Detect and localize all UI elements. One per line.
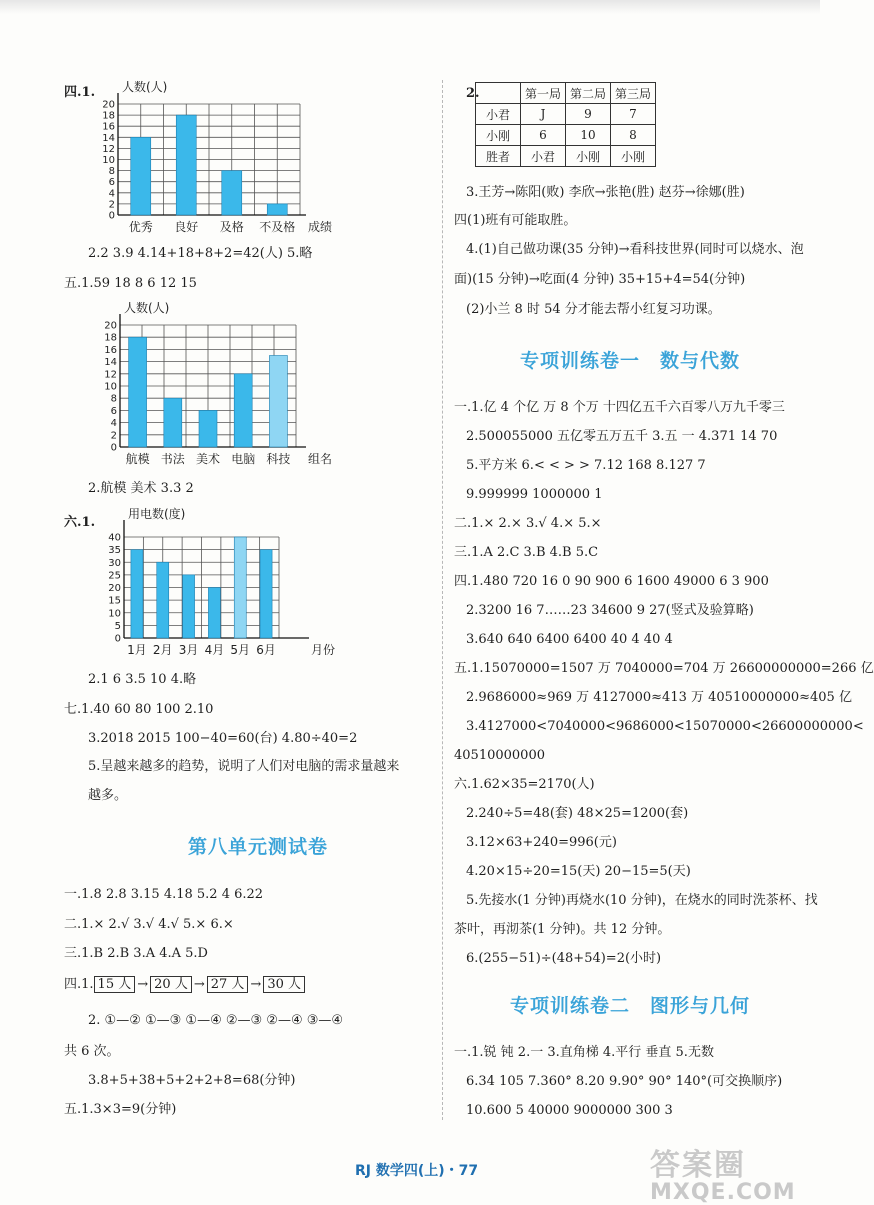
bar bbox=[176, 115, 196, 215]
bar bbox=[269, 356, 287, 448]
flow-box: 27 人 bbox=[207, 976, 249, 993]
flow-box: 15 人 bbox=[94, 976, 136, 993]
table-cell: 第一局 bbox=[521, 83, 566, 104]
table-cell: 8 bbox=[611, 125, 656, 146]
bar bbox=[183, 575, 195, 638]
y-tick-label: 35 bbox=[108, 545, 121, 557]
table-cell bbox=[476, 83, 521, 104]
y-tick-label: 8 bbox=[110, 393, 117, 405]
page-footer: RJ 数学四(上)・77 bbox=[355, 1163, 479, 1179]
s1-line4: 9.999999 1000000 1 bbox=[466, 487, 603, 502]
bar bbox=[199, 410, 217, 447]
s1-line6: 三.1.A 2.C 3.B 4.B 5.C bbox=[454, 545, 599, 560]
match-results-table bbox=[475, 82, 656, 167]
y-tick-label: 2 bbox=[108, 199, 115, 211]
y-tick-label: 14 bbox=[104, 357, 117, 369]
u8-q4-label: 四.1. bbox=[64, 977, 94, 992]
x-category-label: 科技 bbox=[266, 452, 291, 466]
s1-line3: 5.平方米 6.< < > > 7.12 168 8.127 7 bbox=[466, 458, 706, 473]
r-line3: 4.(1)自己做功课(35 分钟)→看科技世界(同时可以烧水、泡 bbox=[466, 242, 804, 257]
y-tick-label: 18 bbox=[104, 332, 117, 344]
chart-electricity bbox=[94, 507, 336, 660]
y-tick-label: 10 bbox=[102, 155, 115, 166]
arrow-right-icon: → bbox=[193, 977, 205, 992]
y-tick-label: 0 bbox=[114, 633, 121, 645]
table-cell: 9 bbox=[566, 104, 611, 125]
s1-line17: 4.20×15÷20=15(天) 20−15=5(天) bbox=[466, 864, 691, 879]
s1-line18: 5.先接水(1 分钟)再烧水(10 分钟)，在烧水的同时洗茶杯、找 bbox=[466, 893, 818, 908]
section-title-unit8: 第八单元测试卷 bbox=[188, 836, 329, 858]
y-tick-label: 16 bbox=[104, 344, 117, 356]
y-tick-label: 8 bbox=[108, 166, 115, 178]
y-tick-label: 25 bbox=[108, 570, 121, 582]
y-tick-label: 4 bbox=[110, 418, 117, 430]
q5-line1: 五.1.59 18 8 6 12 15 bbox=[64, 276, 197, 291]
q6-line2: 2.1 6 3.5 10 4.略 bbox=[88, 672, 197, 687]
y-tick-label: 10 bbox=[104, 381, 117, 393]
watermark bbox=[650, 1140, 796, 1205]
u8-line3: 三.1.B 2.B 3.A 4.A 5.D bbox=[64, 946, 208, 961]
table-cell: 小君 bbox=[476, 104, 521, 125]
table-cell: 小君 bbox=[521, 146, 566, 167]
table-row bbox=[476, 125, 656, 146]
y-axis-label: 人数(人) bbox=[122, 80, 168, 94]
u8-line5: 2. ①—② ①—③ ①—④ ②—③ ②—④ ③—④ bbox=[88, 1013, 344, 1028]
s1-line19: 茶叶，再沏茶(1 分钟)。共 12 分钟。 bbox=[454, 922, 671, 937]
table-cell: 小刚 bbox=[566, 146, 611, 167]
x-category-label: 优秀 bbox=[128, 220, 153, 234]
r-line1: 3.王芳→陈阳(败) 李欣→张艳(胜) 赵芬→徐娜(胜) bbox=[466, 185, 745, 200]
r-line5: (2)小兰 8 时 54 分才能去帮小红复习功课。 bbox=[466, 302, 721, 317]
table-row bbox=[476, 104, 656, 125]
y-tick-label: 30 bbox=[108, 557, 121, 569]
bar bbox=[157, 562, 169, 638]
bar bbox=[234, 537, 246, 638]
y-tick-label: 4 bbox=[108, 188, 115, 200]
q4-line2: 2.2 3.9 4.14+18+8+2=42(人) 5.略 bbox=[88, 246, 313, 261]
q6-label: 六.1. bbox=[64, 515, 96, 530]
x-axis-label: 组名 bbox=[308, 452, 333, 466]
y-tick-label: 16 bbox=[102, 121, 115, 133]
u8-line8: 五.1.3×3=9(分钟) bbox=[64, 1102, 177, 1117]
table-row bbox=[476, 146, 656, 167]
y-tick-label: 6 bbox=[108, 177, 115, 189]
q7-line4: 越多。 bbox=[88, 788, 128, 803]
q4-label: 四.1. bbox=[64, 85, 96, 100]
chart-groups bbox=[90, 302, 335, 467]
u8-line6: 共 6 次。 bbox=[64, 1044, 120, 1059]
y-tick-label: 20 bbox=[108, 583, 121, 594]
s1-line11: 2.9686000≈969 万 4127000≈413 万 40510000000≈405 亿 bbox=[466, 690, 852, 705]
s1-line2: 2.500055000 五亿零五万五千 3.五 一 4.371 14 70 bbox=[466, 429, 778, 444]
flow-box: 20 人 bbox=[150, 976, 192, 993]
s2-line3: 10.600 5 40000 9000000 300 3 bbox=[466, 1103, 673, 1118]
s2-line2: 6.34 105 7.360° 8.20 9.90° 90° 140°(可交换顺序) bbox=[466, 1074, 783, 1089]
x-category-label: 及格 bbox=[219, 220, 244, 234]
x-category-label: 良好 bbox=[174, 220, 199, 234]
s1-line13: 40510000000 bbox=[454, 748, 545, 763]
y-tick-label: 0 bbox=[110, 442, 117, 454]
y-tick-label: 18 bbox=[102, 110, 115, 122]
x-category-label: 6月 bbox=[256, 643, 276, 657]
x-category-label: 4月 bbox=[204, 643, 225, 657]
s1-line10: 五.1.15070000=1507 万 7040000=704 万 26600000000=266 亿 bbox=[454, 661, 874, 676]
arrow-right-icon: → bbox=[250, 977, 262, 992]
y-axis-label: 用电数(度) bbox=[128, 507, 186, 521]
x-category-label: 美术 bbox=[195, 452, 221, 466]
chart-grades bbox=[90, 82, 350, 232]
q2-label: 2. bbox=[466, 86, 480, 101]
x-category-label: 电脑 bbox=[231, 452, 256, 466]
y-tick-label: 5 bbox=[114, 620, 121, 632]
q5-line2: 2.航模 美术 3.3 2 bbox=[88, 481, 194, 496]
u8-line4 bbox=[64, 976, 305, 993]
table-cell: 第三局 bbox=[611, 83, 656, 104]
x-axis-label: 成绩 bbox=[308, 220, 333, 234]
table-cell: 小刚 bbox=[611, 146, 656, 167]
u8-line1: 一.1.8 2.8 3.15 4.18 5.2 4 6.22 bbox=[64, 887, 264, 902]
s1-line5: 二.1.× 2.× 3.√ 4.× 5.× bbox=[454, 516, 602, 531]
scan-edge bbox=[0, 0, 820, 14]
bar bbox=[129, 337, 147, 447]
bar bbox=[222, 171, 242, 215]
s1-line8: 2.3200 16 7……23 34600 9 27(竖式及验算略) bbox=[466, 603, 754, 618]
y-tick-label: 40 bbox=[108, 532, 121, 544]
y-tick-label: 14 bbox=[102, 132, 115, 144]
table-cell: 10 bbox=[566, 125, 611, 146]
y-axis-label: 人数(人) bbox=[124, 301, 170, 315]
x-axis-label: 月份 bbox=[311, 643, 336, 657]
y-tick-label: 12 bbox=[102, 143, 115, 155]
s1-line20: 6.(255−51)÷(48+54)=2(小时) bbox=[466, 951, 662, 966]
table-cell: 胜者 bbox=[476, 146, 521, 167]
x-category-label: 3月 bbox=[178, 643, 199, 657]
bar bbox=[208, 588, 220, 639]
watermark-line1: 答案圈 bbox=[650, 1148, 746, 1183]
x-category-label: 1月 bbox=[127, 643, 147, 657]
bar bbox=[131, 137, 151, 215]
u8-line7: 3.8+5+38+5+2+2+8=68(分钟) bbox=[88, 1073, 296, 1088]
x-category-label: 书法 bbox=[160, 452, 185, 466]
table-cell: 小刚 bbox=[476, 125, 521, 146]
arrow-right-icon: → bbox=[137, 977, 149, 992]
section-title-geometry: 专项训练卷二 图形与几何 bbox=[510, 995, 751, 1017]
x-category-label: 5月 bbox=[230, 643, 251, 657]
r-line4: 面)(15 分钟)→吃面(4 分钟) 35+15+4=54(分钟) bbox=[454, 272, 746, 287]
u8-line2: 二.1.× 2.√ 3.√ 4.√ 5.× 6.× bbox=[64, 917, 234, 932]
q7-line2: 3.2018 2015 100−40=60(台) 4.80÷40=2 bbox=[88, 731, 358, 746]
s1-line7: 四.1.480 720 16 0 90 900 6 1600 49000 6 3 900 bbox=[454, 574, 769, 589]
y-tick-label: 12 bbox=[104, 369, 117, 381]
y-tick-label: 15 bbox=[108, 595, 121, 607]
y-tick-label: 0 bbox=[108, 210, 115, 222]
column-divider bbox=[442, 80, 443, 1120]
y-tick-label: 6 bbox=[110, 405, 117, 417]
s1-line1: 一.1.亿 4 个亿 万 8 个万 十四亿五千六百零八万九千零三 bbox=[454, 400, 785, 415]
y-tick-label: 10 bbox=[108, 608, 121, 620]
s1-line16: 3.12×63+240=996(元) bbox=[466, 835, 617, 850]
y-tick-label: 20 bbox=[104, 320, 117, 332]
s2-line1: 一.1.锐 钝 2.一 3.直角梯 4.平行 垂直 5.无数 bbox=[454, 1045, 714, 1060]
table-header-row bbox=[476, 83, 656, 104]
s1-line15: 2.240÷5=48(套) 48×25=1200(套) bbox=[466, 806, 689, 821]
x-category-label: 2月 bbox=[152, 643, 173, 657]
x-category-label: 不及格 bbox=[259, 220, 296, 234]
r-line2: 四(1)班有可能取胜。 bbox=[454, 213, 577, 228]
s1-line12: 3.4127000<7040000<9686000<15070000<26600000000< bbox=[466, 719, 864, 734]
q7-line1: 七.1.40 60 80 100 2.10 bbox=[64, 702, 214, 717]
bar bbox=[131, 550, 143, 638]
bar bbox=[234, 374, 252, 447]
y-tick-label: 2 bbox=[110, 430, 117, 442]
watermark-line2: MXQE.COM bbox=[650, 1180, 796, 1205]
s1-line14: 六.1.62×35=2170(人) bbox=[454, 777, 595, 792]
table-cell: 第二局 bbox=[566, 83, 611, 104]
y-tick-label: 20 bbox=[102, 99, 115, 111]
table-cell: J bbox=[521, 104, 566, 125]
section-title-numbers: 专项训练卷一 数与代数 bbox=[520, 350, 741, 372]
bar bbox=[164, 398, 182, 447]
flow-box: 30 人 bbox=[263, 976, 305, 993]
q7-line3: 5.呈越来越多的趋势，说明了人们对电脑的需求量越来 bbox=[88, 759, 400, 774]
table-cell: 6 bbox=[521, 125, 566, 146]
table-cell: 7 bbox=[611, 104, 656, 125]
s1-line9: 3.640 640 6400 6400 40 4 40 4 bbox=[466, 632, 673, 647]
x-category-label: 航模 bbox=[125, 452, 150, 466]
bar bbox=[267, 204, 287, 215]
bar bbox=[260, 550, 272, 638]
